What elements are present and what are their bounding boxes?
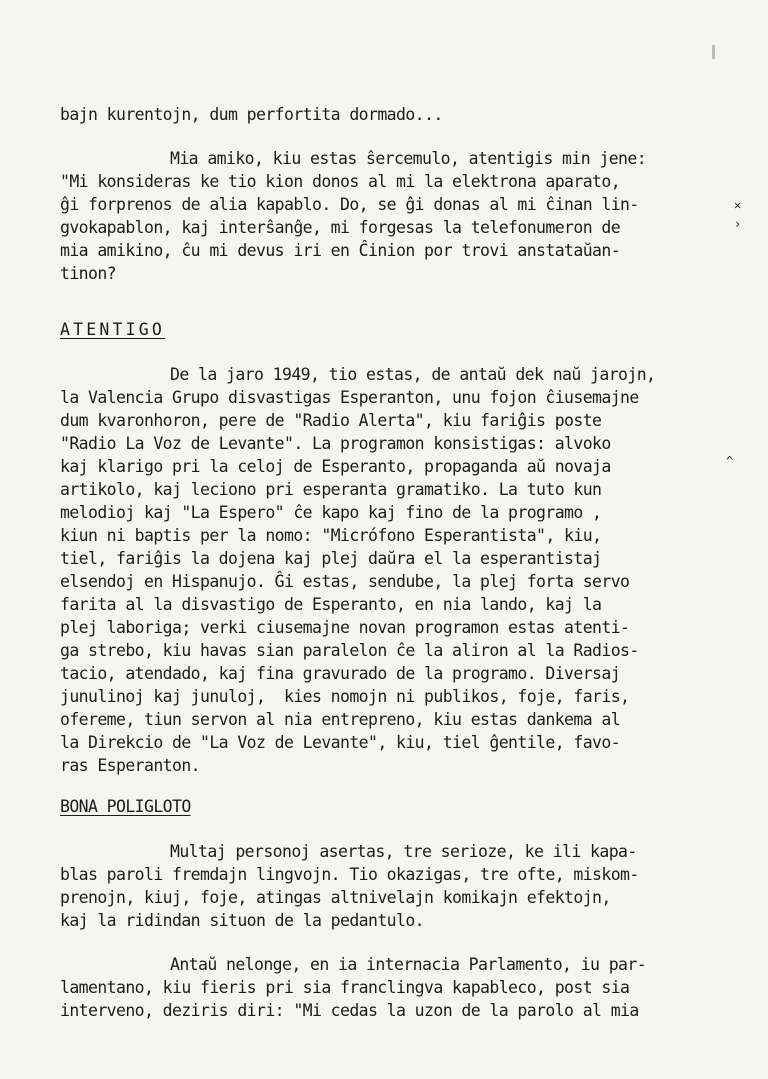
text-line: mia amikino, ĉu mi devus iri en Ĉinion por trovi anstataŭan- xyxy=(60,241,621,260)
section-heading: BONA POLIGLOTO xyxy=(60,797,191,816)
margin-mark: › xyxy=(734,217,742,231)
text-line: interveno, deziris diri: "Mi cedas la uzon de la parolo al mia xyxy=(60,1001,639,1020)
text-line: artikolo, kaj leciono pri esperanta gramatiko. La tuto kun xyxy=(60,480,602,499)
text-line: blas paroli fremdajn lingvojn. Tio okazigas, tre ofte, miskom- xyxy=(60,865,639,884)
text-line: tinon? xyxy=(60,264,117,283)
margin-mark: ^ xyxy=(726,454,734,468)
text-line: farita al la disvastigo de Esperanto, en nia lando, kaj la xyxy=(60,595,602,614)
scan-speck xyxy=(712,45,715,59)
text-line: gvokapablon, kaj interŝanĝe, mi forgesas la telefonumeron de xyxy=(60,218,621,237)
text-line: kaj la ridindan situon de la pedantulo. xyxy=(60,911,425,930)
text-line: Antaŭ nelonge, en ia internacia Parlamento, iu par- xyxy=(170,955,647,974)
text-line: junulinoj kaj junuloj, kies nomojn ni publikos, foje, faris, xyxy=(60,687,630,706)
text-line: dum kvaronhoron, pere de "Radio Alerta", kiu fariĝis poste xyxy=(60,411,602,430)
text-line: tacio, atendado, kaj fina gravurado de la programo. Diversaj xyxy=(60,664,621,683)
text-line: ĝi forprenos de alia kapablo. Do, se ĝi donas al mi ĉinan lin- xyxy=(60,195,639,214)
text-line: ras Esperanton. xyxy=(60,756,201,775)
margin-mark: ✕ xyxy=(734,198,742,212)
text-line: ofereme, tiun servon al nia entrepreno, kiu estas dankema al xyxy=(60,710,621,729)
text-line: la Valencia Grupo disvastigas Esperanton, unu fojon ĉiusemajne xyxy=(60,388,639,407)
text-line: Multaj personoj asertas, tre serioze, ke ili kapa- xyxy=(170,842,637,861)
text-line: kiun ni baptis per la nomo: "Micrófono Esperantista", kiu, xyxy=(60,526,602,545)
text-line: melodioj kaj "La Espero" ĉe kapo kaj fino de la programo , xyxy=(60,503,602,522)
text-line: tiel, fariĝis la dojena kaj plej daŭra el la esperantistaj xyxy=(60,549,602,568)
text-line: bajn kurentojn, dum perfortita dormado... xyxy=(60,105,443,124)
text-line: la Direkcio de "La Voz de Levante", kiu, tiel ĝentile, favo- xyxy=(60,733,621,752)
text-line: Mia amiko, kiu estas ŝercemulo, atentigis min jene: xyxy=(170,149,647,168)
text-line: lamentano, kiu fieris pri sia franclingva kapableco, post sia xyxy=(60,978,630,997)
text-line: plej laboriga; verki ciusemajne novan programon estas atenti- xyxy=(60,618,630,637)
text-line: elsendoj en Hispanujo. Ĝi estas, sendube, la plej forta servo xyxy=(60,572,630,591)
text-line: "Mi konsideras ke tio kion donos al mi la elektrona aparato, xyxy=(60,172,621,191)
text-line: ga strebo, kiu havas sian paralelon ĉe la aliron al la Radios- xyxy=(60,641,639,660)
text-line: De la jaro 1949, tio estas, de antaŭ dek naŭ jarojn, xyxy=(170,365,656,384)
text-line: "Radio La Voz de Levante". La programon konsistigas: alvoko xyxy=(60,434,611,453)
text-line: prenojn, kiuj, foje, atingas altnivelajn komikajn efektojn, xyxy=(60,888,611,907)
text-line: kaj klarigo pri la celoj de Esperanto, propaganda aŭ novaja xyxy=(60,457,611,476)
section-heading: ATENTIGO xyxy=(60,320,166,339)
